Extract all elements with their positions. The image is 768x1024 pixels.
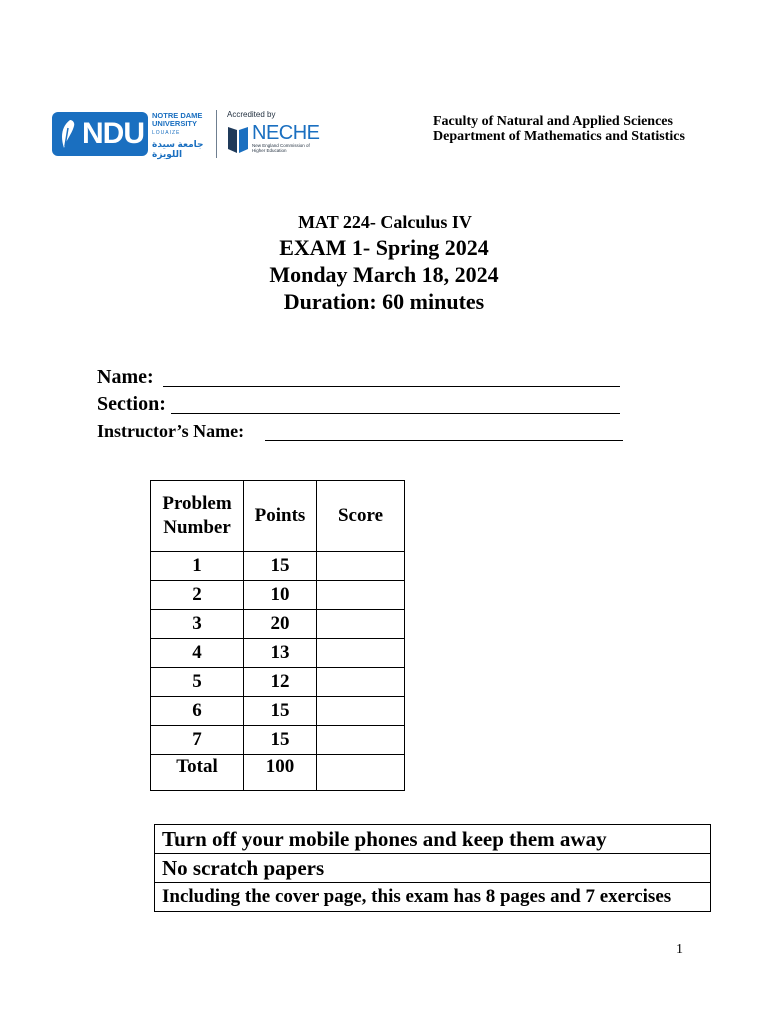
total-row: [151, 755, 405, 791]
total-label: Total: [151, 755, 244, 791]
exam-instructions: [154, 824, 711, 912]
table-row: [151, 581, 405, 610]
section-line[interactable]: [171, 397, 620, 414]
problem-cell: 6: [151, 697, 244, 726]
problem-header-line2: Number: [163, 517, 231, 538]
list-item: [155, 825, 711, 854]
ndu-campus: LOUAIZE: [152, 130, 181, 136]
instruction-phones: Turn off your mobile phones and keep them away: [155, 825, 711, 854]
ndu-logo-letters: NDU: [82, 117, 144, 150]
table-row: [151, 552, 405, 581]
ndu-name-line1: NOTRE DAME: [152, 111, 203, 120]
exam-date: Monday March 18, 2024: [269, 262, 499, 287]
problem-cell: 2: [151, 581, 244, 610]
ndu-logo: [52, 112, 148, 156]
points-cell: 15: [244, 697, 317, 726]
problem-cell: 7: [151, 726, 244, 755]
problem-cell: 5: [151, 668, 244, 697]
logo-divider: [216, 110, 217, 158]
section-label: Section:: [97, 393, 166, 415]
points-cell: 20: [244, 610, 317, 639]
score-cell[interactable]: [317, 639, 405, 668]
score-cell[interactable]: [317, 610, 405, 639]
points-cell: 12: [244, 668, 317, 697]
neche-shield-icon: [226, 124, 250, 159]
ndu-name-line2: UNIVERSITY: [152, 119, 198, 128]
instructor-line[interactable]: [265, 424, 623, 441]
exam-title-block: [0, 210, 768, 315]
points-header: Points: [244, 481, 317, 552]
score-cell[interactable]: [317, 581, 405, 610]
ndu-arabic-name: جامعة سيدة اللويزة: [152, 139, 204, 159]
exam-title: EXAM 1- Spring 2024: [279, 235, 489, 260]
problem-cell: 4: [151, 639, 244, 668]
accredited-by-label: Accredited by: [227, 110, 276, 119]
instructor-label: Instructor’s Name:: [97, 421, 245, 441]
table-row: [151, 639, 405, 668]
table-row: [151, 726, 405, 755]
name-line[interactable]: [163, 370, 620, 387]
total-score-cell[interactable]: [317, 755, 405, 791]
problem-cell: 3: [151, 610, 244, 639]
score-cell[interactable]: [317, 668, 405, 697]
points-cell: 15: [244, 552, 317, 581]
neche-logo: [226, 110, 336, 160]
neche-commission: New England Commission of Higher Education: [252, 143, 310, 153]
points-cell: 13: [244, 639, 317, 668]
problem-header-line1: Problem: [162, 493, 232, 514]
total-points: 100: [244, 755, 317, 791]
score-cell[interactable]: [317, 697, 405, 726]
neche-name: NECHE: [252, 122, 320, 144]
points-table: [150, 480, 405, 791]
exam-duration: Duration: 60 minutes: [283, 289, 485, 314]
instruction-scratch-papers: No scratch papers: [155, 854, 711, 883]
problem-cell: 1: [151, 552, 244, 581]
list-item: [155, 883, 711, 912]
problem-number-header: [151, 481, 244, 552]
points-table-header: [151, 481, 405, 552]
ndu-leaf-icon: [58, 118, 78, 163]
ndu-university-name: [152, 112, 212, 159]
course-title: MAT 224- Calculus IV: [298, 212, 472, 232]
table-row: [151, 610, 405, 639]
table-row: [151, 668, 405, 697]
header-logos: [52, 108, 332, 160]
list-item: [155, 854, 711, 883]
table-row: [151, 697, 405, 726]
score-header: Score: [317, 481, 405, 552]
score-cell[interactable]: [317, 552, 405, 581]
points-cell: 15: [244, 726, 317, 755]
name-label: Name:: [97, 366, 154, 388]
page-number: 1: [676, 942, 683, 957]
faculty-department: Faculty of Natural and Applied Sciences Department of Mathematics and Statistics: [433, 114, 685, 144]
instruction-page-count: Including the cover page, this exam has 8 pages and 7 exercises: [155, 883, 711, 912]
score-cell[interactable]: [317, 726, 405, 755]
points-cell: 10: [244, 581, 317, 610]
